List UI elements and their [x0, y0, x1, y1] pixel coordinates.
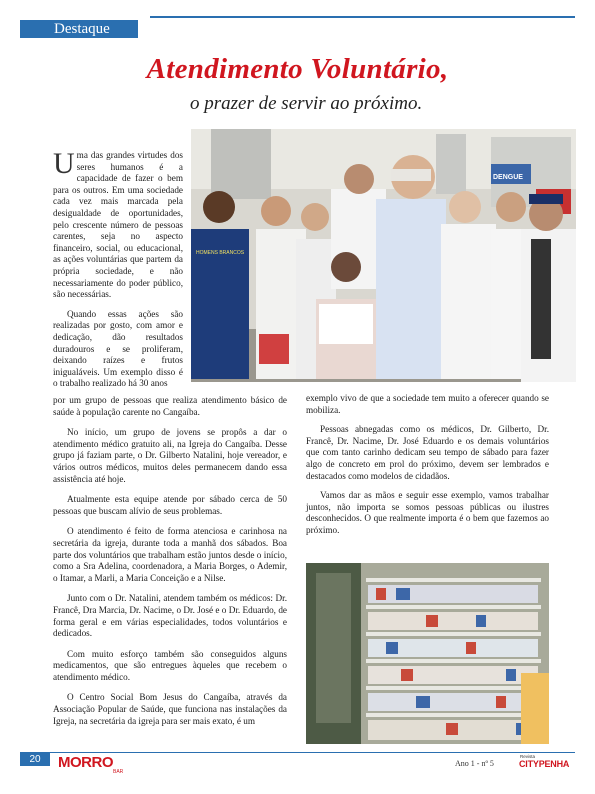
shirt-text: HOMENS BRANCOS [196, 250, 245, 256]
dropcap: U [53, 147, 75, 180]
paragraph: Com muito esforço também são conseguidos alguns medicamentos, que são entregues àqueles que recebem o atendimento médico. [53, 648, 287, 682]
text-column-1-upper [53, 147, 183, 390]
paragraph: Atualmente esta equipe atende por sábado cerca de 50 pessoas que buscam alívio de seus problemas. [53, 494, 287, 516]
paragraph: Pessoas abnegadas como os médicos, Dr. Gilberto, Dr. Francê, Dr. Nacime, Dr. José Eduardo e os demais voluntários que com tanto carinho dedicam seu tempo de sábado para fazer algo de concreto em prol do próximo, devem ser lembrados e destacados como modelos de cidadãos. [306, 424, 549, 481]
paragraph-intro: Uma das grandes virtudes dos seres humanos é a capacidade de fazer o bem para os outros. Em uma sociedade cada vez mais marcada pela desigualdade de oportunidades, pelo crescente número de pessoas carentes, seja no aspecto financeiro, social, ou educacional, as ações voluntárias que partem da própria sociedade, e não necessariamente do poder público, são necessárias. [53, 147, 183, 300]
paragraph: exemplo vivo de que a sociedade tem muito a oferecer quando se mobiliza. [306, 393, 549, 415]
page-number: 20 [20, 753, 50, 766]
paragraph: O atendimento é feito de forma atenciosa e carinhosa na secretária da igreja, durante toda a manhã dos sábados. Boa parte dos voluntários que trabalham estão juntos desde o início, como a Sra Adelina, coordenadora, a Maria Borges, o Ademir, o Itamar, a Marli, a Maria Conceição e a Nilse. [53, 526, 287, 583]
magazine-logo-small: Revista [520, 754, 536, 759]
paragraph: por um grupo de pessoas que realiza atendimento básico de saúde à população carente no Cangaíba. [53, 395, 287, 417]
pharmacy-photo [306, 563, 549, 744]
morro-logo: MORRO [58, 754, 113, 771]
footer-rule [20, 752, 575, 753]
paragraph: O Centro Social Bom Jesus do Cangaíba, através da Associação Popular de Saúde, que funciona nas instalações da Igreja, na secretária da igreja para ser mais exato, é um [53, 692, 287, 726]
morro-logo-sub: BAR [113, 769, 124, 775]
section-label: Destaque [20, 20, 138, 38]
dengue-sign: DENGUE [493, 174, 523, 181]
text-column-2 [306, 393, 549, 545]
article-title: Atendimento Voluntário, [146, 53, 449, 85]
paragraph: Quando essas ações são realizadas por gosto, com amor e dedicação, dão resultados duradouros e se proliferam, deixando raízes e frutos inigualáveis. Um exemplo disso é o trabalho realizado há 30 anos [53, 308, 183, 389]
group-photo [191, 129, 576, 382]
city-penha-logo: CITYPENHA [519, 759, 570, 769]
paragraph: Junto com o Dr. Natalini, atendem também os médicos: Dr. Francê, Dra Marcia, Dr. Nacime, o Dr. José e o Dr. Eduardo, de forma geral e em várias especialidades, todos voluntários e dedicados. [53, 593, 287, 639]
header-rule [150, 16, 575, 18]
paragraph: Vamos dar as mãos e seguir esse exemplo, vamos trabalhar juntos, não importa se somos pessoas públicas ou ilustres desconhecidos. O que realmente importa é o bem que fazemos ao próximo. [306, 490, 549, 535]
paragraph: No início, um grupo de jovens se propôs a dar o atendimento médico gratuito ali, na Igreja do Cangaíba. Desse grupo já faziam parte, o Dr. Gilberto Natalini, hoje vereador, e vários outros médicos, muitos deles permanecem dando essa assistência até hoje. [53, 427, 287, 484]
text-column-1-lower [53, 395, 287, 727]
article-subtitle: o prazer de servir ao próximo. [190, 93, 423, 114]
issue-info: Ano 1 - nº 5 [455, 759, 494, 768]
